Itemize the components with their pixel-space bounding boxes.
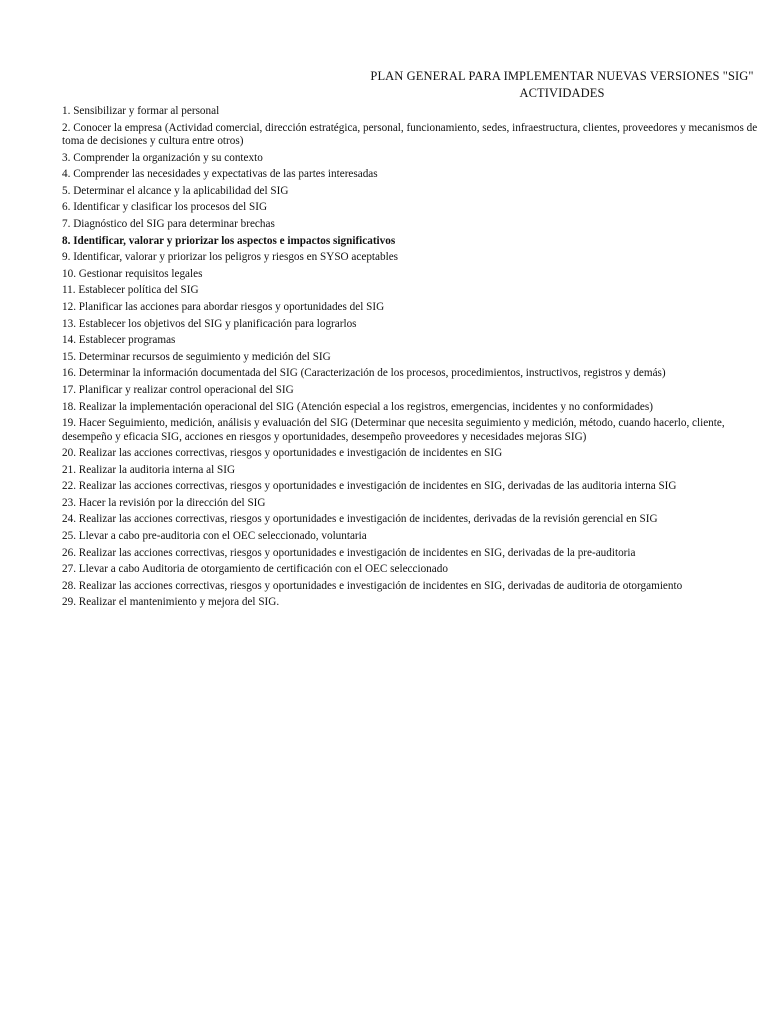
list-item: 11. Establecer política del SIG: [62, 284, 199, 297]
list-item: 5. Determinar el alcance y la aplicabilidad del SIG: [62, 184, 289, 197]
list-item: 17. Planificar y realizar control operacional del SIG: [62, 383, 294, 396]
list-item: 4. Comprender las necesidades y expectativas de las partes interesadas: [62, 168, 378, 181]
list-item: 20. Realizar las acciones correctivas, riesgos y oportunidades e investigación de incidentes en SIG: [62, 447, 503, 460]
list-item: 9. Identificar, valorar y priorizar los peligros y riesgos en SYSO aceptables: [62, 251, 399, 264]
list-item: 24. Realizar las acciones correctivas, riesgos y oportunidades e investigación de incidentes, derivadas de la revisión gerencial en SIG: [62, 513, 658, 526]
list-item: 26. Realizar las acciones correctivas, riesgos y oportunidades e investigación de incidentes en SIG, derivadas de la pre-auditoria: [62, 546, 636, 559]
list-item: 15. Determinar recursos de seguimiento y medición del SIG: [62, 350, 331, 363]
title-line-2: ACTIVIDADES: [519, 86, 605, 100]
list-item: 18. Realizar la implementación operacional del SIG (Atención especial a los registros, emergencias, incidentes y no conformidades): [62, 400, 653, 413]
list-item: 13. Establecer los objetivos del SIG y planificación para lograrlos: [62, 317, 357, 330]
list-item: 28. Realizar las acciones correctivas, riesgos y oportunidades e investigación de incidentes en SIG, derivadas de auditoria de otorgamiento: [62, 579, 683, 592]
list-item: 7. Diagnóstico del SIG para determinar brechas: [62, 217, 275, 230]
list-item: 12. Planificar las acciones para abordar riesgos y oportunidades del SIG: [62, 300, 385, 313]
list-item: 27. Llevar a cabo Auditoria de otorgamiento de certificación con el OEC seleccionado: [62, 563, 448, 576]
document-title: [356, 68, 768, 102]
list-item: 3. Comprender la organización y su contexto: [62, 151, 263, 164]
list-item: 21. Realizar la auditoria interna al SIG: [62, 463, 236, 476]
list-item: 19. Hacer Seguimiento, medición, análisis y evaluación del SIG (Determinar que necesita seguimiento y medición, método, cuando hacerlo, cliente, desempeño y eficacia SIG, acciones en riesgos y oportunidades, desempeño proveedores y necesidades mejoras SIG): [62, 417, 725, 443]
list-item: 16. Determinar la información documentada del SIG (Caracterización de los procesos, procedimientos, instructivos, registros y demás): [62, 367, 666, 380]
list-item: 29. Realizar el mantenimiento y mejora del SIG.: [62, 596, 280, 609]
list-item: 10. Gestionar requisitos legales: [62, 267, 203, 280]
list-item: 1. Sensibilizar y formar al personal: [62, 105, 220, 117]
list-item: 2. Conocer la empresa (Actividad comercial, dirección estratégica, personal, funcionamiento, sedes, infraestructura, clientes, proveedores y mecanismos de toma de decisiones y cultura entre otros): [62, 121, 758, 148]
list-item-highlighted: 8. Identificar, valorar y priorizar los aspectos e impactos significativos: [62, 234, 396, 247]
list-item: 23. Hacer la revisión por la dirección del SIG: [62, 496, 266, 509]
title-line-1: PLAN GENERAL PARA IMPLEMENTAR NUEVAS VERSIONES "SIG": [370, 69, 754, 83]
list-item: 6. Identificar y clasificar los procesos del SIG: [62, 201, 268, 214]
list-item: 25. Llevar a cabo pre-auditoria con el OEC seleccionado, voluntaria: [62, 530, 367, 543]
list-item: 14. Establecer programas: [62, 334, 176, 347]
list-item: 22. Realizar las acciones correctivas, riesgos y oportunidades e investigación de incidentes en SIG, derivadas de las auditoria interna SIG: [62, 480, 677, 493]
activity-list: [62, 103, 766, 611]
